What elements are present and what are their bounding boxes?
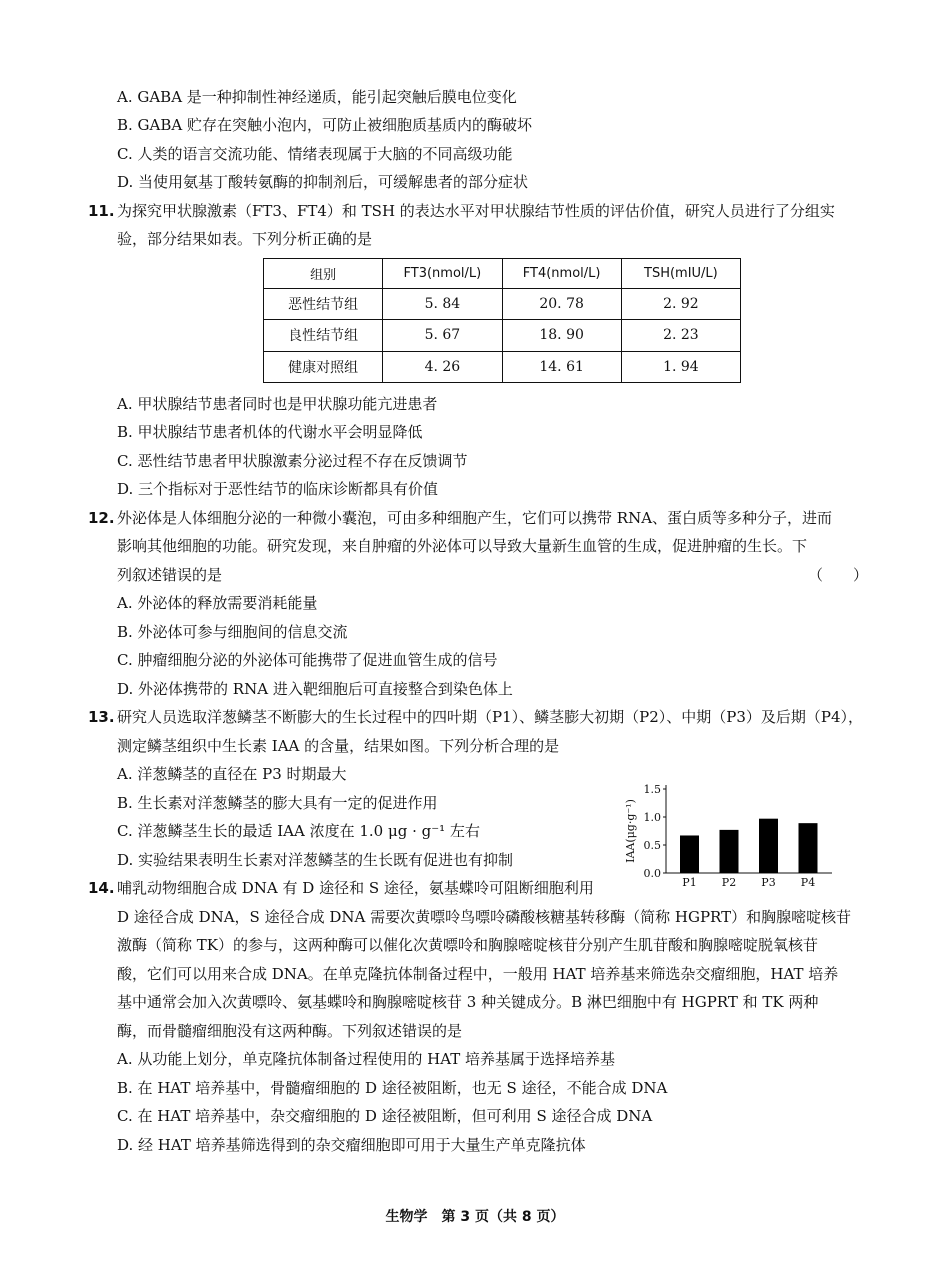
- q13-stem-line-1: 研究人员选取洋葱鳞茎不断膨大的生长过程中的四叶期（P1）、鳞茎膨大初期（P2）、中期（P3）及后期（P4），: [117, 708, 864, 726]
- table-cell: 14. 61: [502, 351, 621, 382]
- answer-parentheses: （ ）: [808, 566, 869, 584]
- q14-stem-line-5: 基中通常会加入次黄嘌呤、氨基蝶呤和胸腺嘧啶核苷 3 种关键成分。B 淋巴细胞中有 HGPRT 和 TK 两种: [117, 993, 819, 1011]
- q13-option-d: D. 实验结果表明生长素对洋葱鳞茎的生长既有促进也有抑制: [117, 851, 514, 869]
- table-row: [264, 351, 741, 382]
- table-cell: 18. 90: [502, 320, 621, 351]
- table-row: [264, 288, 741, 319]
- table-cell: 健康对照组: [264, 351, 383, 382]
- q11-data-table: [263, 258, 741, 383]
- q14-stem-line-2: D 途径合成 DNA，S 途径合成 DNA 需要次黄嘌呤鸟嘌呤磷酸核糖基转移酶（简称 HGPRT）和胸腺嘧啶核苷: [117, 908, 852, 926]
- bar-p2: [720, 830, 739, 873]
- q14-option-c: C. 在 HAT 培养基中，杂交瘤细胞的 D 途径被阻断，但可利用 S 途径合成 DNA: [117, 1107, 653, 1125]
- q14-stem-line-1: 哺乳动物细胞合成 DNA 有 D 途径和 S 途径，氨基蝶呤可阻断细胞利用: [117, 879, 594, 897]
- y-axis-label: IAA(μg·g⁻¹): [624, 799, 637, 863]
- table-cell: 20. 78: [502, 288, 621, 319]
- table-cell: 良性结节组: [264, 320, 383, 351]
- table-header-cell: TSH(mIU/L): [621, 259, 740, 289]
- q10-option-c: C. 人类的语言交流功能、情绪表现属于大脑的不同高级功能: [117, 145, 513, 163]
- y-tick-label: 1.5: [643, 783, 661, 796]
- table-cell: 2. 92: [621, 288, 740, 319]
- q10-option-d: D. 当使用氨基丁酸转氨酶的抑制剂后，可缓解患者的部分症状: [117, 173, 529, 191]
- table-row: [264, 320, 741, 351]
- table-cell: 5. 67: [383, 320, 502, 351]
- iaa-bar-chart: [620, 776, 840, 892]
- table-cell: 2. 23: [621, 320, 740, 351]
- q13-option-a: A. 洋葱鳞茎的直径在 P3 时期最大: [117, 765, 347, 783]
- q14-stem-line-6: 酶，而骨髓瘤细胞没有这两种酶。下列叙述错误的是: [117, 1022, 463, 1040]
- table-header-row: [264, 259, 741, 289]
- q11-stem-line-1: 为探究甲状腺激素（FT3、FT4）和 TSH 的表达水平对甲状腺结节性质的评估价值，研究人员进行了分组实: [117, 202, 835, 220]
- q13-option-b: B. 生长素对洋葱鳞茎的膨大具有一定的促进作用: [117, 794, 438, 812]
- q11-option-b: B. 甲状腺结节患者机体的代谢水平会明显降低: [117, 423, 423, 441]
- bar-p3: [759, 819, 778, 873]
- table-cell: 4. 26: [383, 351, 502, 382]
- x-tick-label: P2: [721, 876, 737, 889]
- q11-stem-line-2: 验，部分结果如表。下列分析正确的是: [117, 230, 373, 248]
- q12-option-b: B. 外泌体可参与细胞间的信息交流: [117, 623, 348, 641]
- q14-stem-line-4: 酸，它们可以用来合成 DNA。在单克隆抗体制备过程中，一般用 HAT 培养基来筛选杂交瘤细胞，HAT 培养: [117, 965, 839, 983]
- q12-stem-line-3: 列叙述错误的是: [117, 566, 223, 584]
- table-cell: 1. 94: [621, 351, 740, 382]
- q14-option-a: A. 从功能上划分，单克隆抗体制备过程使用的 HAT 培养基属于选择培养基: [117, 1050, 616, 1068]
- bar-p4: [799, 823, 818, 873]
- y-tick-label: 0.5: [643, 839, 661, 852]
- q12-stem-line-1: 外泌体是人体细胞分泌的一种微小囊泡，可由多种细胞产生，它们可以携带 RNA、蛋白质等多种分子，进而: [117, 509, 833, 527]
- x-tick-label: P4: [800, 876, 816, 889]
- q11-option-d: D. 三个指标对于恶性结节的临床诊断都具有价值: [117, 480, 439, 498]
- q10-option-b: B. GABA 贮存在突触小泡内，可防止被细胞质基质内的酶破坏: [117, 116, 532, 134]
- q14-option-d: D. 经 HAT 培养基筛选得到的杂交瘤细胞即可用于大量生产单克隆抗体: [117, 1136, 586, 1154]
- table-header-cell: 组别: [264, 259, 383, 289]
- q13-stem-line-2: 测定鳞茎组织中生长素 IAA 的含量，结果如图。下列分析合理的是: [117, 737, 560, 755]
- q14-number: 14.: [88, 879, 115, 897]
- q12-option-a: A. 外泌体的释放需要消耗能量: [117, 594, 318, 612]
- q12-option-c: C. 肿瘤细胞分泌的外泌体可能携带了促进血管生成的信号: [117, 651, 498, 669]
- table-header-cell: FT3(nmol/L): [383, 259, 502, 289]
- y-tick-label: 1.0: [643, 811, 661, 824]
- x-tick-label: P3: [761, 876, 776, 889]
- q11-option-a: A. 甲状腺结节患者同时也是甲状腺功能亢进患者: [117, 395, 438, 413]
- q12-stem-line-2: 影响其他细胞的功能。研究发现，来自肿瘤的外泌体可以导致大量新生血管的生成，促进肿瘤的生长。下: [117, 537, 808, 555]
- y-tick-label: 0.0: [643, 867, 661, 880]
- table-cell: 5. 84: [383, 288, 502, 319]
- page-footer: 生物学 第 3 页（共 8 页）: [385, 1209, 565, 1225]
- q13-option-c: C. 洋葱鳞茎生长的最适 IAA 浓度在 1.0 μg · g⁻¹ 左右: [117, 822, 480, 840]
- x-tick-label: P1: [682, 876, 697, 889]
- q14-option-b: B. 在 HAT 培养基中，骨髓瘤细胞的 D 途径被阻断，也无 S 途径，不能合成 DNA: [117, 1079, 668, 1097]
- q14-stem-line-3: 激酶（简称 TK）的参与，这两种酶可以催化次黄嘌呤和胸腺嘧啶核苷分别产生肌苷酸和胸腺嘧啶脱氧核苷: [117, 936, 818, 954]
- q10-option-a: A. GABA 是一种抑制性神经递质，能引起突触后膜电位变化: [117, 88, 517, 106]
- q11-option-c: C. 恶性结节患者甲状腺激素分泌过程不存在反馈调节: [117, 452, 468, 470]
- table-header-cell: FT4(nmol/L): [502, 259, 621, 289]
- q12-option-d: D. 外泌体携带的 RNA 进入靶细胞后可直接整合到染色体上: [117, 680, 513, 698]
- table-cell: 恶性结节组: [264, 288, 383, 319]
- q11-number: 11.: [88, 202, 115, 220]
- q13-number: 13.: [88, 708, 115, 726]
- bar-p1: [680, 835, 699, 873]
- q12-number: 12.: [88, 509, 115, 527]
